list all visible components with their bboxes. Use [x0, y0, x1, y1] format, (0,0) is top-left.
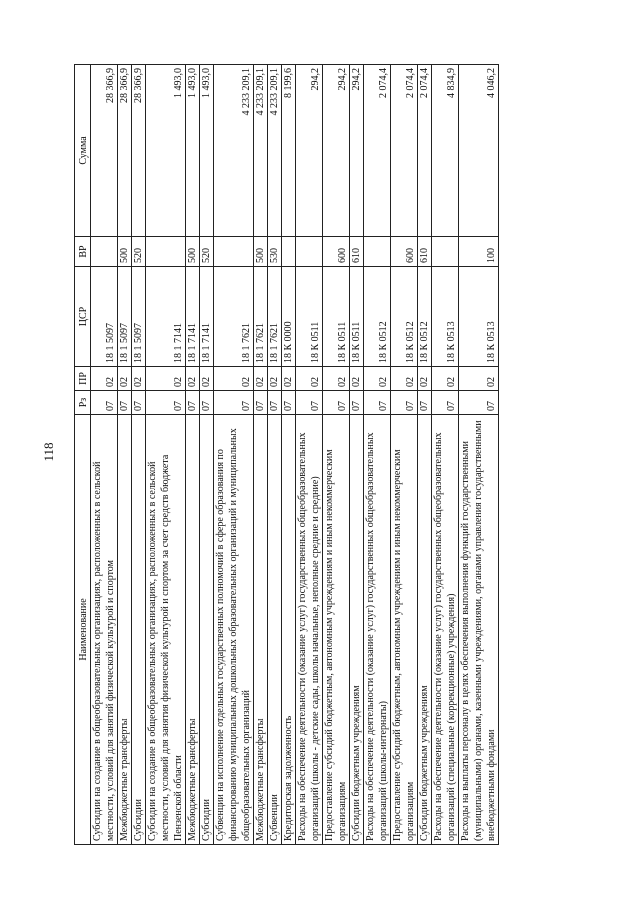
- cell-rz: 07: [186, 391, 200, 415]
- table-row: [254, 65, 268, 845]
- table-header-row: [75, 65, 91, 845]
- table-row: [214, 65, 254, 845]
- cell-sum: 4 233 209,1: [214, 65, 254, 237]
- cell-sum: 4 233 209,1: [254, 65, 268, 237]
- cell-sum: 4 046,2: [459, 65, 499, 237]
- cell-name: Субсидии бюджетным учреждениям: [418, 415, 432, 845]
- cell-vr: 500: [118, 237, 132, 267]
- table-row: [364, 65, 391, 845]
- cell-name: Субсидии на создание в общеобразовательных организациях, расположенных в сельской местности, условий для занятия физической культурой и спортом за счет средств бюджета Пензенской области: [146, 415, 186, 845]
- table-row: [282, 65, 296, 845]
- table-row: [268, 65, 282, 845]
- cell-vr: 600: [323, 237, 350, 267]
- cell-rz: 07: [432, 391, 459, 415]
- cell-vr: 500: [254, 237, 268, 267]
- cell-csr: 18 1 5097: [132, 267, 146, 367]
- cell-vr: 610: [350, 237, 364, 267]
- cell-vr: 500: [186, 237, 200, 267]
- cell-csr: 18 1 7621: [268, 267, 282, 367]
- table-row: [418, 65, 432, 845]
- cell-vr: 100: [459, 237, 499, 267]
- table-row: [459, 65, 499, 845]
- cell-rz: 07: [254, 391, 268, 415]
- cell-pr: 02: [418, 367, 432, 391]
- cell-name: Предоставление субсидий бюджетным, автономным учреждениям и иным некоммерческим организациям: [323, 415, 350, 845]
- cell-rz: 07: [91, 391, 118, 415]
- cell-csr: 18 1 7141: [186, 267, 200, 367]
- cell-sum: 28 366,9: [132, 65, 146, 237]
- table-row: [200, 65, 214, 845]
- cell-rz: 07: [323, 391, 350, 415]
- cell-csr: 18 1 7621: [214, 267, 254, 367]
- cell-csr: 18 К 0000: [282, 267, 296, 367]
- header-csr: ЦСР: [75, 267, 91, 367]
- cell-vr: 520: [132, 237, 146, 267]
- cell-pr: 02: [214, 367, 254, 391]
- cell-rz: 07: [296, 391, 323, 415]
- cell-pr: 02: [118, 367, 132, 391]
- cell-pr: 02: [459, 367, 499, 391]
- cell-name: Расходы на обеспечение деятельности (оказание услуг) государственных общеобразовательных организаций (специальные (коррекционные) учреждения): [432, 415, 459, 845]
- cell-vr: 520: [200, 237, 214, 267]
- cell-csr: 18 1 7621: [254, 267, 268, 367]
- cell-sum: 1 493,0: [200, 65, 214, 237]
- cell-vr: [364, 237, 391, 267]
- cell-name: Кредиторская задолженность: [282, 415, 296, 845]
- cell-pr: 02: [296, 367, 323, 391]
- cell-vr: 530: [268, 237, 282, 267]
- table-row: [91, 65, 118, 845]
- cell-sum: 4 233 209,1: [268, 65, 282, 237]
- cell-pr: 02: [254, 367, 268, 391]
- cell-name: Межбюджетные трансферты: [118, 415, 132, 845]
- cell-name: Межбюджетные трансферты: [254, 415, 268, 845]
- cell-name: Предоставление субсидий бюджетным, автономным учреждениям и иным некоммерческим организациям: [391, 415, 418, 845]
- header-pr: ПР: [75, 367, 91, 391]
- table-row: [391, 65, 418, 845]
- cell-vr: 610: [418, 237, 432, 267]
- cell-rz: 07: [350, 391, 364, 415]
- cell-vr: [146, 237, 186, 267]
- cell-name: Субвенции на исполнение отдельных государственных полномочий в сфере образования по финансированию муниципальных дошкольных образовательных организаций и муниципальных общеобразовательных организаций: [214, 415, 254, 845]
- cell-sum: 2 074,4: [418, 65, 432, 237]
- table-row: [432, 65, 459, 845]
- cell-pr: 02: [200, 367, 214, 391]
- cell-sum: 28 366,9: [118, 65, 132, 237]
- cell-csr: 18 1 5097: [118, 267, 132, 367]
- header-sum: Сумма: [75, 65, 91, 237]
- cell-vr: [296, 237, 323, 267]
- table-body: [91, 65, 499, 845]
- cell-csr: 18 К 0512: [418, 267, 432, 367]
- cell-name: Субвенции: [268, 415, 282, 845]
- cell-csr: 18 К 0511: [323, 267, 350, 367]
- table-row: [350, 65, 364, 845]
- cell-pr: 02: [146, 367, 186, 391]
- cell-rz: 07: [132, 391, 146, 415]
- cell-sum: 294,2: [350, 65, 364, 237]
- table-row: [132, 65, 146, 845]
- cell-rz: 07: [214, 391, 254, 415]
- cell-name: Межбюджетные трансферты: [186, 415, 200, 845]
- cell-rz: 07: [459, 391, 499, 415]
- cell-csr: 18 К 0512: [364, 267, 391, 367]
- cell-rz: 07: [146, 391, 186, 415]
- cell-name: Субсидии: [200, 415, 214, 845]
- cell-vr: [432, 237, 459, 267]
- header-name: Наименование: [75, 415, 91, 845]
- cell-name: Субсидии на создание в общеобразовательных организациях, расположенных в сельской местности, условий для занятий физической культурой и спортом: [91, 415, 118, 845]
- cell-pr: 02: [186, 367, 200, 391]
- cell-csr: 18 1 5097: [91, 267, 118, 367]
- header-vr: ВР: [75, 237, 91, 267]
- cell-pr: 02: [432, 367, 459, 391]
- cell-csr: 18 К 0511: [350, 267, 364, 367]
- cell-name: Расходы на выплаты персоналу в целях обеспечения выполнения функций государственными (муниципальными) органами, казенными учреждениями, органами управления государственными внебюджетными фондами: [459, 415, 499, 845]
- cell-pr: 02: [268, 367, 282, 391]
- cell-csr: 18 К 0513: [432, 267, 459, 367]
- budget-table: [74, 64, 499, 845]
- cell-csr: 18 К 0512: [391, 267, 418, 367]
- cell-vr: [214, 237, 254, 267]
- cell-rz: 07: [418, 391, 432, 415]
- cell-sum: 2 074,4: [364, 65, 391, 237]
- table-row: [118, 65, 132, 845]
- cell-rz: 07: [268, 391, 282, 415]
- cell-sum: 28 366,9: [91, 65, 118, 237]
- cell-sum: 294,2: [323, 65, 350, 237]
- cell-pr: 02: [391, 367, 418, 391]
- cell-name: Субсидии: [132, 415, 146, 845]
- budget-table-container: [74, 65, 566, 845]
- header-rz: Рз: [75, 391, 91, 415]
- cell-rz: 07: [364, 391, 391, 415]
- cell-sum: 1 493,0: [186, 65, 200, 237]
- cell-pr: 02: [364, 367, 391, 391]
- cell-vr: [91, 237, 118, 267]
- cell-sum: 4 834,9: [432, 65, 459, 237]
- cell-rz: 07: [282, 391, 296, 415]
- cell-sum: 294,2: [296, 65, 323, 237]
- table-row: [146, 65, 186, 845]
- table-row: [186, 65, 200, 845]
- cell-vr: 600: [391, 237, 418, 267]
- cell-rz: 07: [391, 391, 418, 415]
- cell-pr: 02: [132, 367, 146, 391]
- cell-pr: 02: [323, 367, 350, 391]
- cell-csr: 18 К 0513: [459, 267, 499, 367]
- cell-rz: 07: [200, 391, 214, 415]
- cell-csr: 18 1 7141: [146, 267, 186, 367]
- cell-name: Субсидии бюджетным учреждениям: [350, 415, 364, 845]
- cell-csr: 18 1 7141: [200, 267, 214, 367]
- page-number: 118: [41, 442, 56, 462]
- cell-sum: 2 074,4: [391, 65, 418, 237]
- cell-name: Расходы на обеспечение деятельности (оказание услуг) государственных общеобразовательных организаций (школы - детские сады, школы начальные, неполные средние и средние): [296, 415, 323, 845]
- cell-vr: [282, 237, 296, 267]
- cell-pr: 02: [282, 367, 296, 391]
- cell-sum: 8 199,6: [282, 65, 296, 237]
- table-row: [296, 65, 323, 845]
- cell-name: Расходы на обеспечение деятельности (оказание услуг) государственных общеобразовательных организаций (школы-интернаты): [364, 415, 391, 845]
- cell-csr: 18 К 0511: [296, 267, 323, 367]
- cell-sum: 1 493,0: [146, 65, 186, 237]
- cell-pr: 02: [350, 367, 364, 391]
- table-row: [323, 65, 350, 845]
- cell-rz: 07: [118, 391, 132, 415]
- cell-pr: 02: [91, 367, 118, 391]
